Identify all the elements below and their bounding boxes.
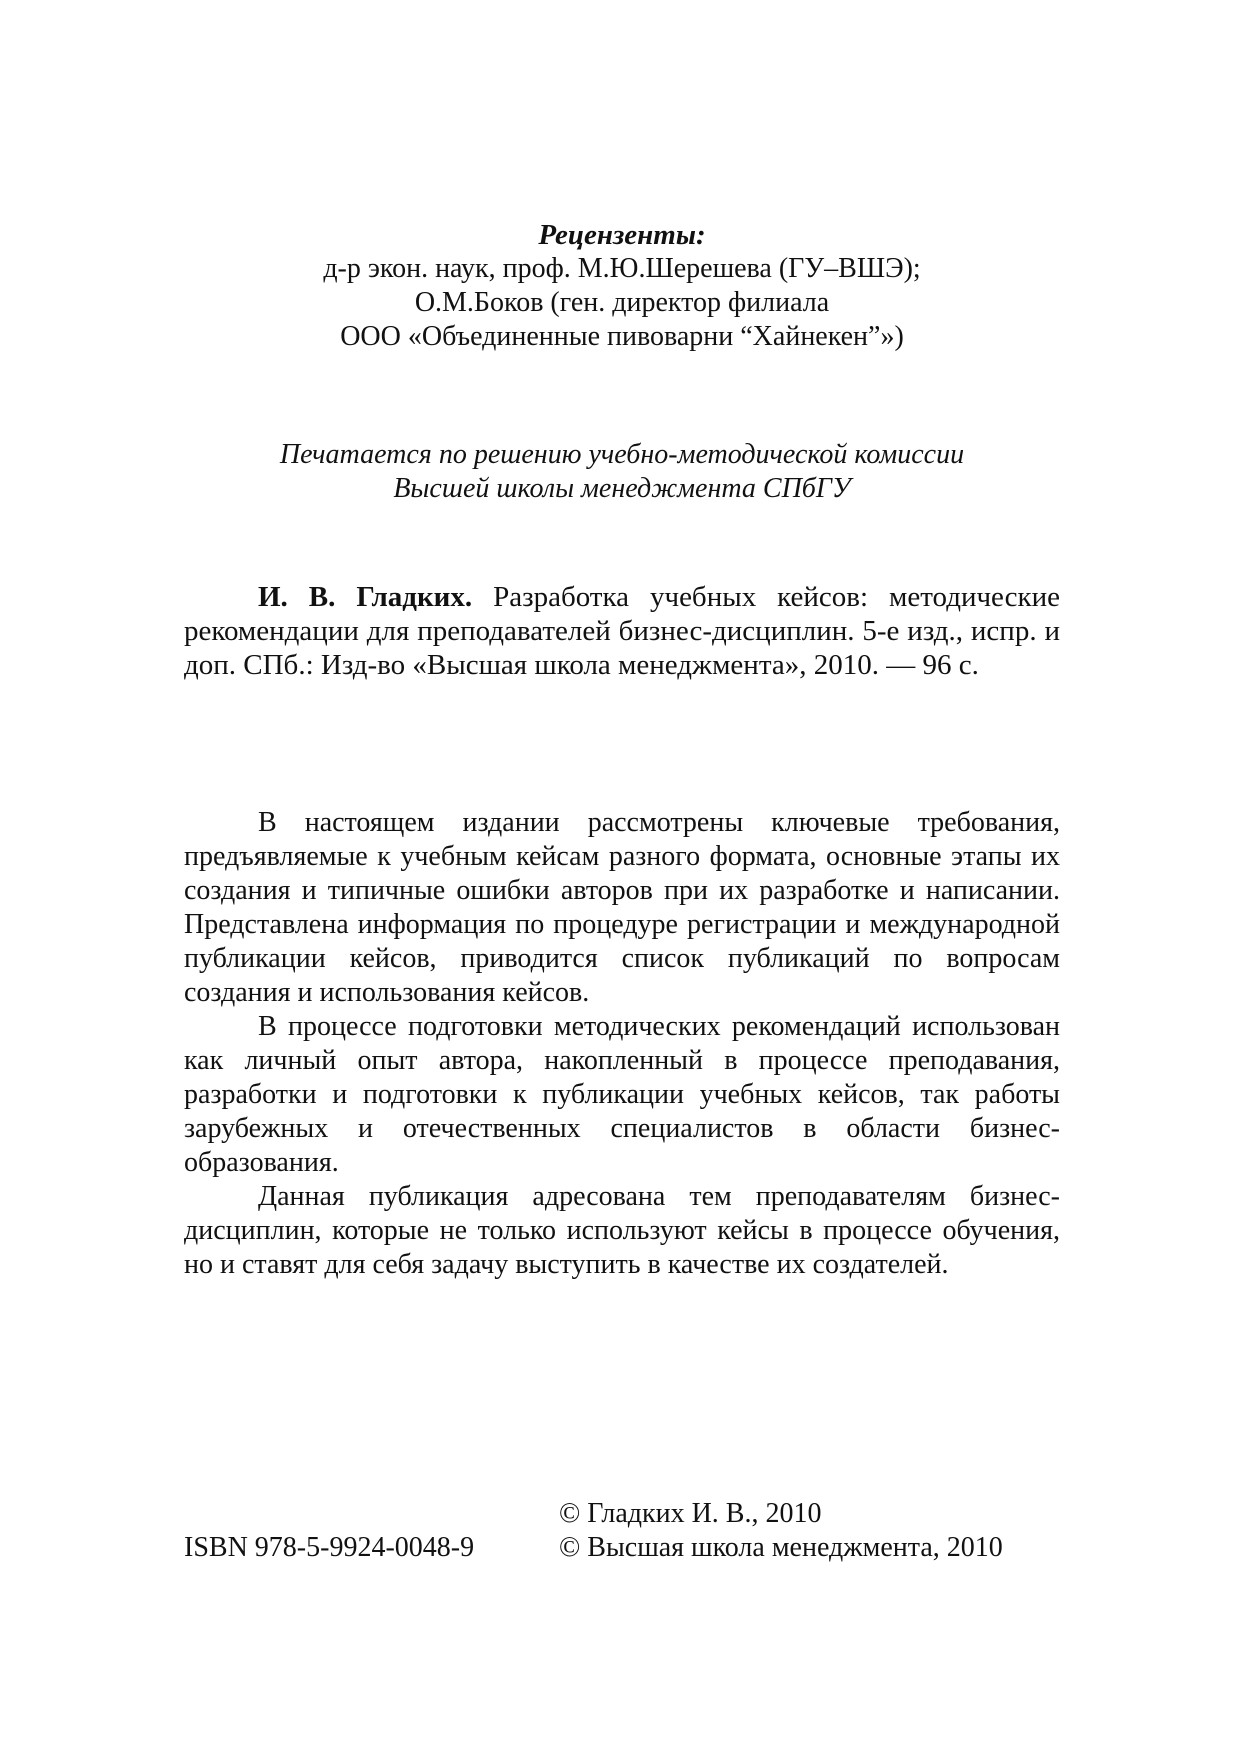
abstract-paragraph-2: В процессе подготовки методических рекомендаций использован как личный опыт автора, накопленный в процессе преподавания, разработки и подготовки к публикации учебных кейсов, так работы зарубежных и отечественных специалистов в области бизнес-образования.	[184, 1011, 1060, 1178]
bibliographic-record	[184, 580, 1060, 682]
imprimatur-line-1: Печатается по решению учебно-методической комиссии	[279, 439, 965, 470]
reviewers-section	[184, 218, 1060, 354]
bibliographic-author: И. В. Гладких.	[258, 581, 473, 613]
isbn: ISBN 978-5-9924-0048-9	[184, 1532, 475, 1563]
reviewers-title: Рецензенты:	[538, 219, 706, 251]
abstract-section	[184, 806, 1060, 1282]
reviewer-line-2: О.М.Боков (ген. директор филиала	[414, 287, 830, 318]
reviewer-line-1: д-р экон. наук, проф. М.Ю.Шерешева (ГУ–ВШЭ);	[323, 253, 921, 284]
copyright-author: © Гладких И. В., 2010	[559, 1498, 822, 1529]
abstract-paragraph-3: Данная публикация адресована тем преподавателям бизнес-дисциплин, которые не только используют кейсы в процессе обучения, но и ставят для себя задачу выступить в качестве их создателей.	[184, 1181, 1060, 1280]
imprimatur-line-2: Высшей школы менеджмента СПбГУ	[393, 473, 851, 504]
copyright-publisher: © Высшая школа менеджмента, 2010	[559, 1532, 1003, 1563]
copyright-notices	[559, 1497, 1003, 1565]
bibliographic-description	[184, 580, 1060, 682]
imprimatur-section	[184, 438, 1060, 506]
bibliographic-text: Разработка учебных кейсов: методические рекомендации для преподавателей бизнес-дисциплин. 5-е изд., испр. и доп. СПб.: Изд-во «Высшая школа менеджмента», 2010. — 96 с.	[184, 581, 1061, 681]
abstract-paragraph-1: В настоящем издании рассмотрены ключевые требования, предъявляемые к учебным кейсам разного формата, основные этапы их создания и типичные ошибки авторов при их разработке и написании. Представлена информация по процедуре регистрации и международной публикации кейсов, приводится список публикаций по вопросам создания и использования кейсов.	[184, 807, 1060, 1008]
reviewer-line-3: ООО «Объединенные пивоварни “Хайнекен”»)	[340, 321, 904, 352]
